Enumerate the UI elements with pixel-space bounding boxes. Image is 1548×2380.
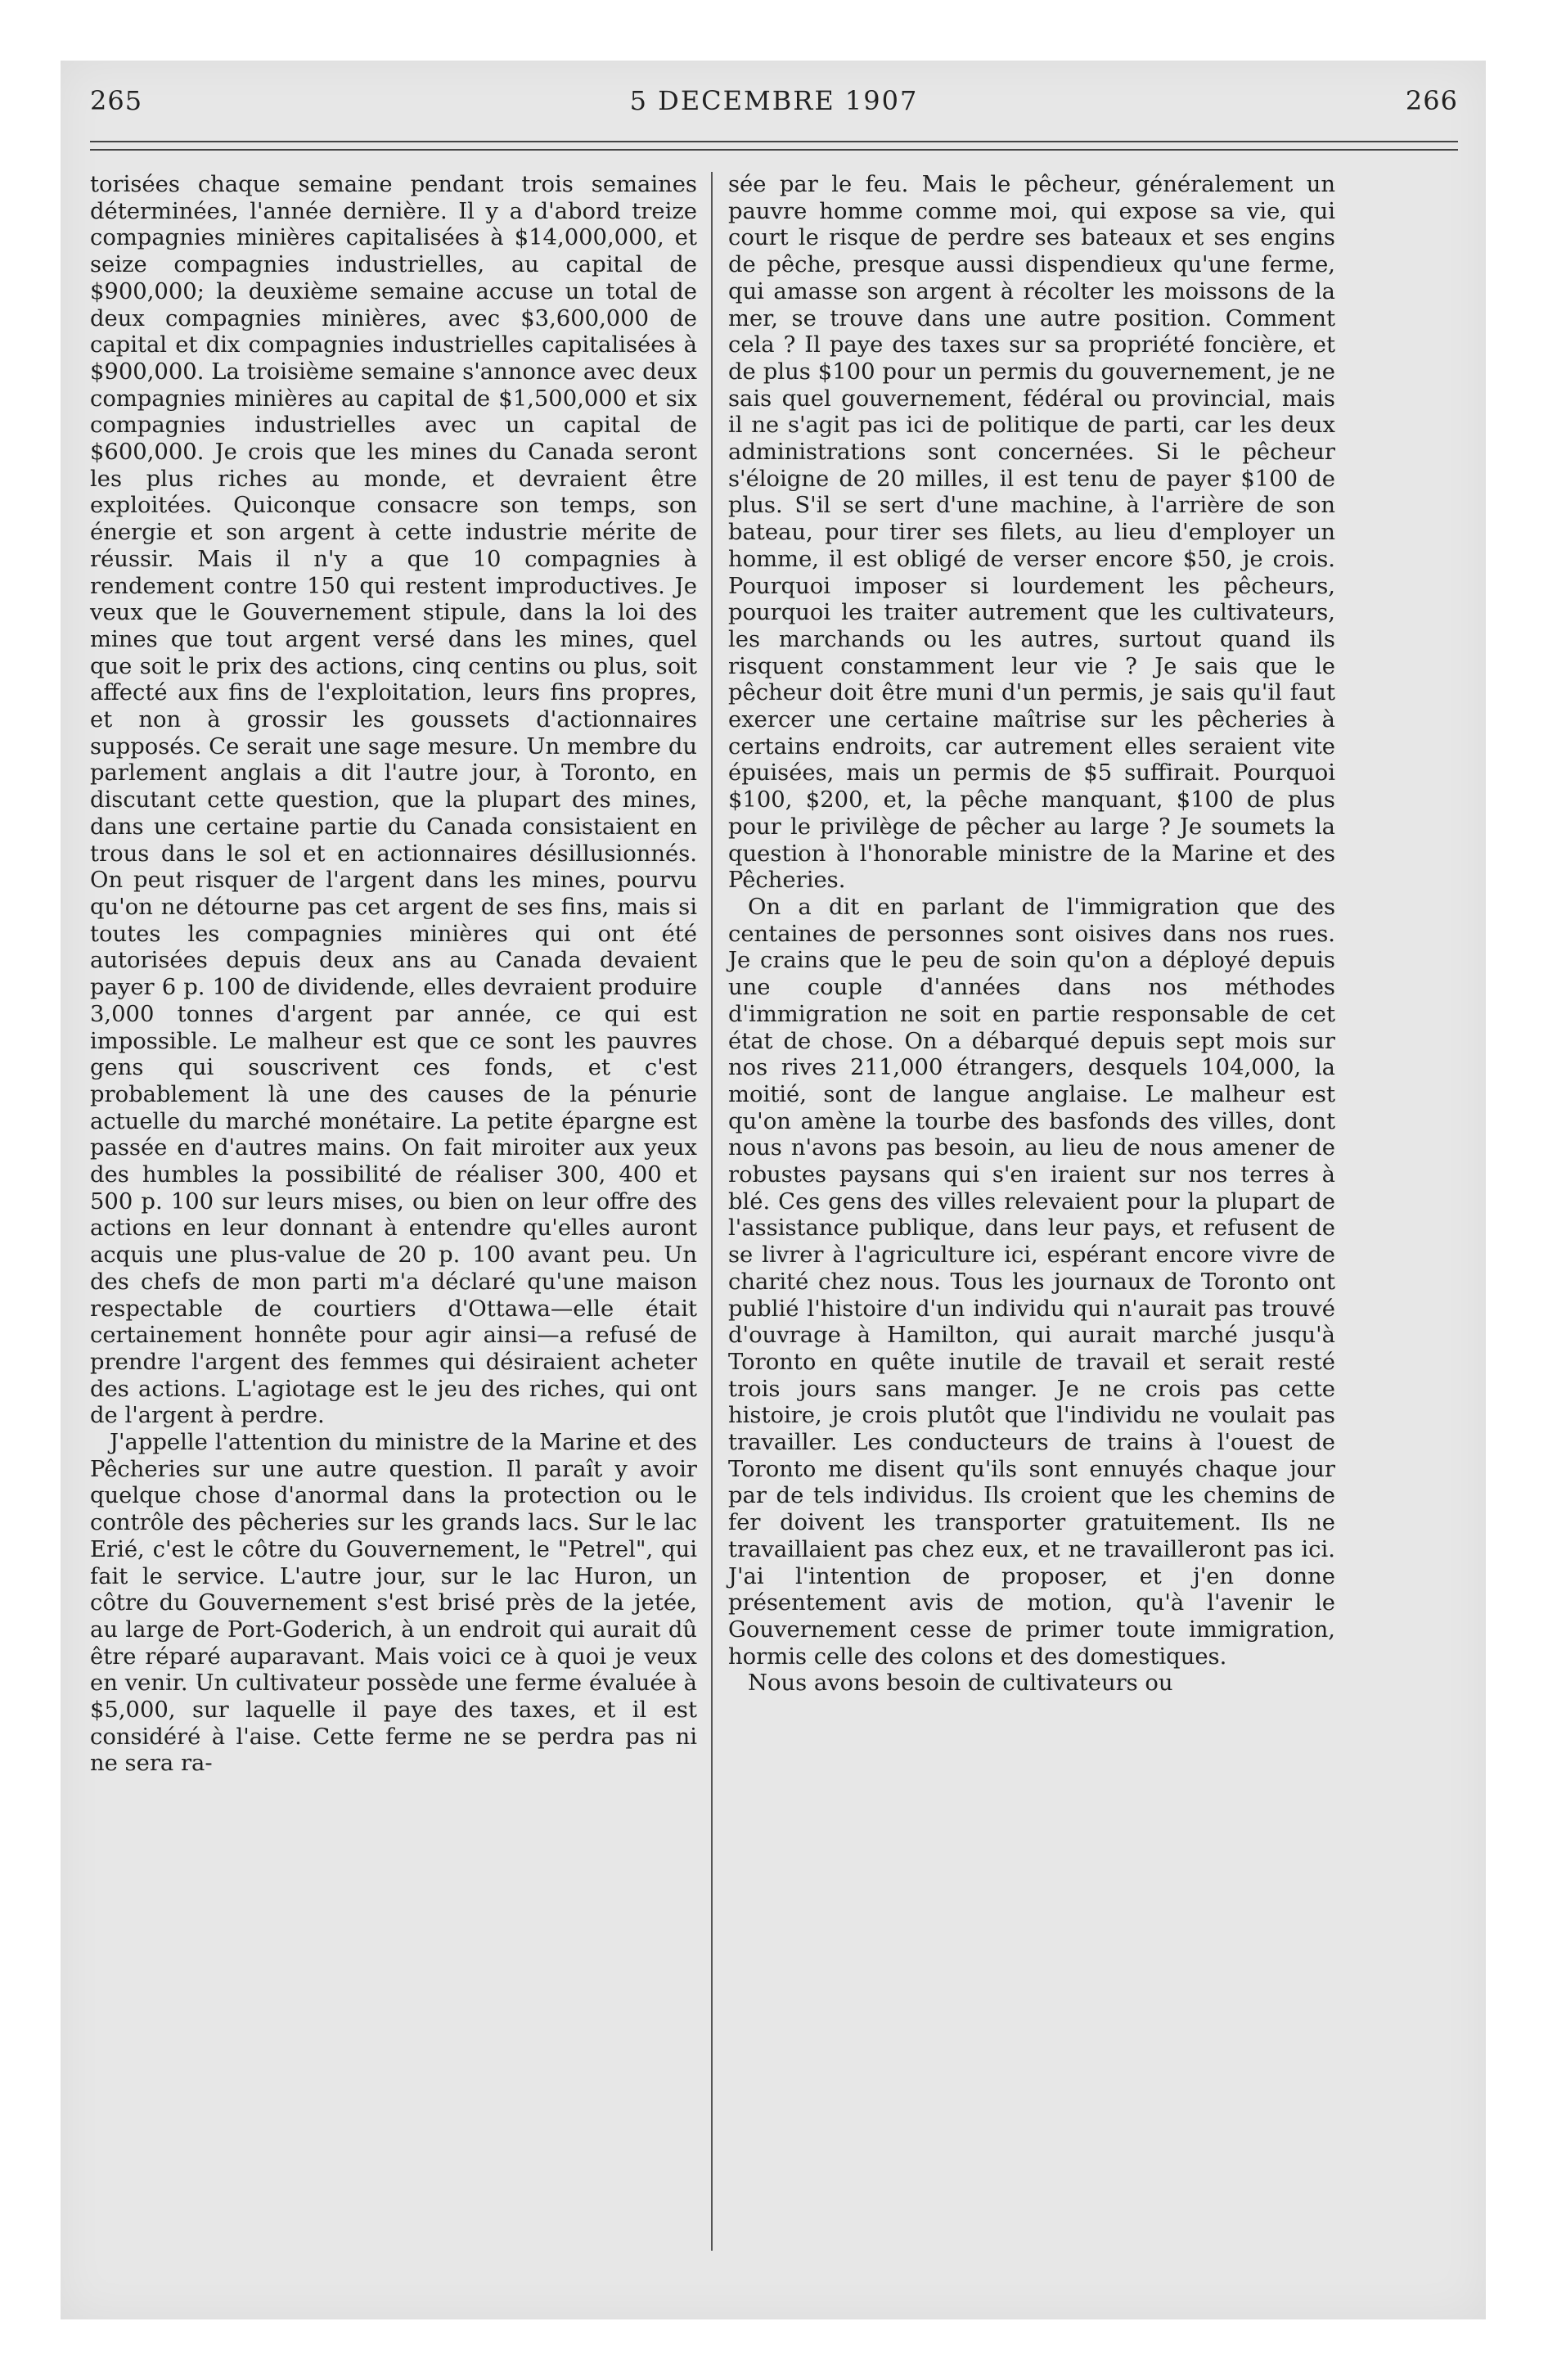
page-header	[90, 85, 1458, 134]
column-divider	[711, 172, 713, 2251]
right-paragraph-3: Nous avons besoin de cultivateurs ou	[748, 1670, 1173, 1697]
right-paragraph-2: On a dit en parlant de l'immigration que des centaines de personnes sont oisives dans nos rues. Je crains que le peu de soin qu'on a déployé depuis une couple d'années dans nos méthodes d'immigration ne soit en partie responsable de cet état de chose. On a débarqué depuis sept mois sur nos rives 211,000 étrangers, desquels 104,000, la moitié, sont de langue anglaise. Le malheur est qu'on amène la tourbe des basfonds des villes, dont nous n'avons pas besoin, au lieu de nous amener de robustes paysans qui s'en iraient sur nos terres à blé. Ces gens des villes relevaient pour la plupart de l'assistance publique, dans leur pays, et refusent de se livrer à l'agriculture ici, espérant encore vivre de charité chez nous. Tous les journaux de Toronto ont publié l'histoire d'un individu qui n'aurait pas trouvé d'ouvrage à Hamilton, qui aurait marché jusqu'à Toronto en quête inutile de travail et serait resté trois jours sans manger. Je ne crois pas cette histoire, je crois plutôt que l'individu ne voulait pas travailler. Les conducteurs de trains à l'ouest de Toronto me disent qu'ils sont ennuyés chaque jour par de tels individus. Ils croient que les chemins de fer doivent les transporter gratuitement. Ils ne travaillaient pas chez eux, et ne travailleront pas ici. J'ai l'intention de proposer, et j'en donne présentement avis de motion, qu'à l'avenir le Gouvernement cesse de primer toute immigration, hormis celle des colons et des domestiques.	[728, 894, 1335, 1670]
left-column	[90, 172, 697, 1778]
left-page-number: 265	[90, 85, 143, 116]
right-page-number: 266	[1405, 85, 1458, 116]
right-column	[728, 172, 1335, 1697]
header-date: 5 DECEMBRE 1907	[629, 85, 919, 116]
left-paragraph-1: torisées chaque semaine pendant trois semaines déterminées, l'année dernière. Il y a d'abord treize compagnies minières capitalisées à $14,000,000, et seize compagnies industrielles, au capital de $900,000; la deuxième semaine accuse un total de deux compagnies minières, avec $3,600,000 de capital et dix compagnies industrielles capitalisées à $900,000. La troisième semaine s'annonce avec deux compagnies minières au capital de $1,500,000 et six compagnies industrielles avec un capital de $600,000. Je crois que les mines du Canada seront les plus riches au monde, et devraient être exploitées. Quiconque consacre son temps, son énergie et son argent à cette industrie mérite de réussir. Mais il n'y a que 10 compagnies à rendement contre 150 qui restent improductives. Je veux que le Gouvernement stipule, dans la loi des mines que tout argent versé dans les mines, quel que soit le prix des actions, cinq centins ou plus, soit affecté aux fins de l'exploitation, leurs fins propres, et non à grossir les goussets d'actionnaires supposés. Ce serait une sage mesure. Un membre du parlement anglais a dit l'autre jour, à Toronto, en discutant cette question, que la plupart des mines, dans une certaine partie du Canada consistaient en trous dans le sol et en actionnaires désillusionnés. On peut risquer de l'argent dans les mines, pourvu qu'on ne détourne pas cet argent de ses fins, mais si toutes les compagnies minières qui ont été autorisées depuis deux ans au Canada devaient payer 6 p. 100 de dividende, elles devraient produire 3,000 tonnes d'argent par année, ce qui est impossible. Le malheur est que ce sont les pauvres gens qui souscrivent ces fonds, et c'est probablement là une des causes de la pénurie actuelle du marché monétaire. La petite épargne est passée en d'autres mains. On fait miroiter aux yeux des humbles la possibilité de réaliser 300, 400 et 500 p. 100 sur leurs mises, ou bien on leur offre des actions en leur donnant à entendre qu'elles auront acquis une plus-value de 20 p. 100 avant peu. Un des chefs de mon parti m'a déclaré qu'une maison respectable de courtiers d'Ottawa—elle était certainement honnête pour agir ainsi—a refusé de prendre l'argent des femmes qui désiraient acheter des actions. L'agiotage est le jeu des riches, qui ont de l'argent à perdre.	[90, 172, 697, 1429]
right-paragraph-1: sée par le feu. Mais le pêcheur, généralement un pauvre homme comme moi, qui expose sa vie, qui court le risque de perdre ses bateaux et ses engins de pêche, presque aussi dispendieux qu'une ferme, qui amasse son argent à récolter les moissons de la mer, se trouve dans une autre position. Comment cela ? Il paye des taxes sur sa propriété foncière, et de plus $100 pour un permis du gouvernement, je ne sais quel gouvernement, fédéral ou provincial, mais il ne s'agit pas ici de politique de parti, car les deux administrations sont concernées. Si le pêcheur s'éloigne de 20 milles, il est tenu de payer $100 de plus. S'il se sert d'une machine, à l'arrière de son bateau, pour tirer ses filets, au lieu d'employer un homme, il est obligé de verser encore $50, je crois. Pourquoi imposer si lourdement les pêcheurs, pourquoi les traiter autrement que les cultivateurs, les marchands ou les autres, surtout quand ils risquent constamment leur vie ? Je sais que le pêcheur doit être muni d'un permis, je sais qu'il faut exercer une certaine maîtrise sur les pêcheries à certains endroits, car autrement elles seraient vite épuisées, mais un permis de $5 suffirait. Pourquoi $100, $200, et, la pêche manquant, $100 de plus pour le privilège de pêcher au large ? Je soumets la question à l'honorable ministre de la Marine et des Pêcheries.	[728, 172, 1335, 894]
header-double-rule	[90, 141, 1458, 151]
left-paragraph-2: J'appelle l'attention du ministre de la Marine et des Pêcheries sur une autre question. Il paraît y avoir quelque chose d'anormal dans la protection ou le contrôle des pêcheries sur les grands lacs. Sur le lac Erié, c'est le côtre du Gouvernement, le "Petrel", qui fait le service. L'autre jour, sur le lac Huron, un côtre du Gouvernement s'est brisé près de la jetée, au large de Port-Goderich, à un endroit qui aurait dû être réparé auparavant. Mais voici ce à quoi je veux en venir. Un cultivateur possède une ferme évaluée à $5,000, sur laquelle il paye des taxes, et il est considéré à l'aise. Cette ferme ne se perdra pas ni ne sera ra-	[90, 1430, 697, 1777]
